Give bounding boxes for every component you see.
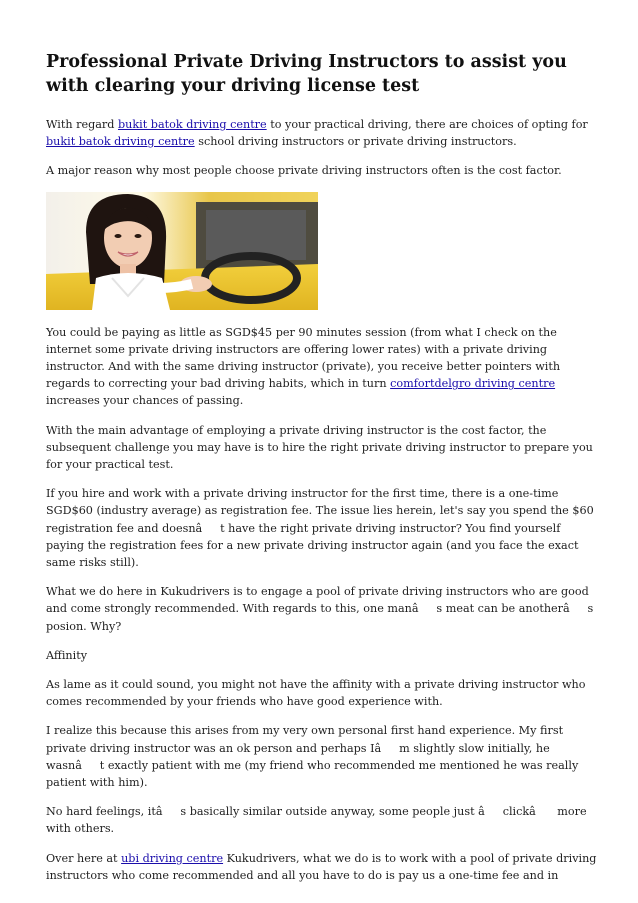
paragraph-registration-fee: If you hire and work with a private driving instructor for the first time, there is a one-time SGD$60 (industry average) as registration fee. The issue lies herein, let's say you spend the $60 registration fee and doesnât have the right private driving instructor? You find yourself paying the registration fees for a new private driving instructor again (and you face the exact same risks still).	[46, 487, 594, 570]
text: You could be paying as little as SGD$45 per 90 minutes session (from what I check on the internet some private driving instructors are offering lower rates) with a private driving instructor. And with the same driving instructor (private), you receive better pointers with regards to correcting your bad driving habits, which in turn	[46, 325, 561, 391]
paragraph-ubi	[46, 850, 598, 884]
paragraph-affinity-heading: Affinity	[46, 648, 88, 662]
link-bukit-batok-2[interactable]: bukit batok driving centre	[46, 135, 195, 149]
page-title: Professional Private Driving Instructors to assist you with clearing your driving license test	[46, 52, 567, 96]
text: to your practical driving, there are choices of opting for	[266, 118, 588, 131]
paragraph-pricing	[46, 324, 598, 410]
text: increases your chances of passing.	[46, 394, 244, 408]
text: school driving instructors or private driving instructors.	[194, 135, 517, 149]
text: Kukudrivers, what we do is to work with a pool of private driving instructors who come recommended and all you have to do is pay us a one-time fee and in	[46, 851, 597, 882]
document-page	[46, 50, 598, 896]
paragraph-challenge: With the main advantage of employing a private driving instructor is the cost factor, the subsequent challenge you may have is to hire the right private driving instructor to prepare you for your practical test.	[46, 423, 593, 472]
text: Over here at	[46, 851, 122, 865]
paragraph-affinity: As lame as it could sound, you might not have the affinity with a private driving instructor who comes recommended by your friends who have good experience with.	[46, 678, 586, 709]
text: With regard	[46, 118, 119, 131]
paragraph-kukudrivers: What we do here in Kukudrivers is to engage a pool of private driving instructors who are good and come strongly recommended. With regards to this, one manâs meat can be anotherâs posion. Why?	[46, 585, 594, 633]
link-comfortdelgro[interactable]: comfortdelgro driving centre	[390, 377, 556, 391]
driver-photo	[46, 192, 318, 310]
paragraph-no-hard-feelings: No hard feelings, itâs basically similar outside anyway, some people just âclickâ more with others.	[46, 805, 587, 836]
paragraph-intro	[46, 116, 598, 150]
paragraph-cost-reason: A major reason why most people choose private driving instructors often is the cost factor.	[46, 164, 562, 178]
link-ubi-driving-centre[interactable]: ubi driving centre	[121, 851, 224, 865]
paragraph-experience: I realize this because this arises from my very own personal first hand experience. My first private driving instructor was an ok person and perhaps Iâm slightly slow initially, he wasnât exactly patient with me (my friend who recommended me mentioned he was really patient with him).	[46, 724, 579, 790]
link-bukit-batok-1[interactable]: bukit batok driving centre	[118, 118, 267, 131]
